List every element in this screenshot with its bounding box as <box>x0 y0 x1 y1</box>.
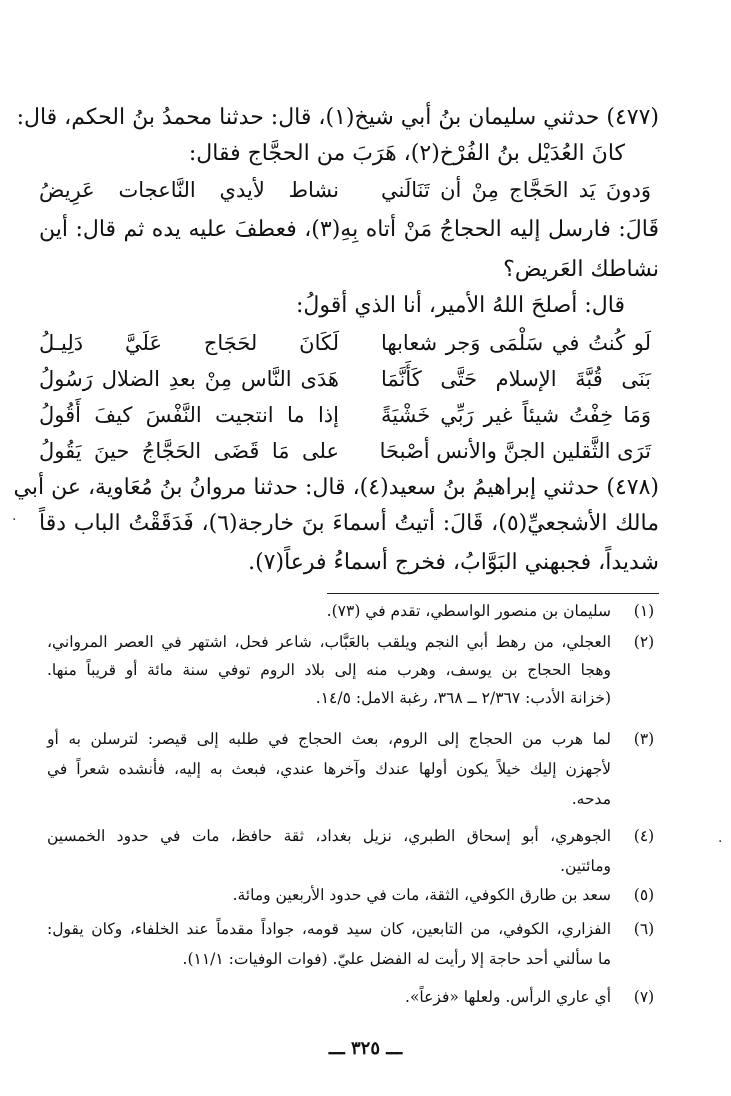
footnote-number: (٣) <box>633 730 655 748</box>
text-line: شديداً، فجبهني البَوَّابُ، فخرج أسماءُ فرعاً(٧). <box>248 550 659 575</box>
footnote-text: وهجا الحجاج بن يوسف، وهرب منه إلى بلاد الروم توفي سنة مائة أو قريباً منها. <box>47 661 611 679</box>
footnote-text: الجوهري، أبو إسحاق الطبري، نزيل بغداد، ثقة حافظ، مات في حدود الخمسين <box>47 827 611 845</box>
footnote-text: أي عاري الرأس. ولعلها «فزعاً». <box>405 988 611 1006</box>
footnote-number: (٥) <box>633 886 655 904</box>
footnote-text: (خزانة الأدب: ٢/٣٦٧ ــ ٣٦٨، رغبة الامل: ١٤/٥. <box>315 689 611 707</box>
verse-first-hemistich: بَنَى قُبَّةَ الإسلام حَتَّى كَأَنَّمَا <box>381 367 651 391</box>
footnote-text: سليمان بن منصور الواسطي، تقدم في (٧٣). <box>326 602 611 620</box>
verse-first-hemistich: وَمَا خِفْتُ شيئاً غير رَبِّي خَشْيَةً <box>381 403 651 427</box>
text-line: (٤٧٨) حدثني إبراهيمُ بنُ سعيد(٤)، قال: حدثنا مروانُ بنُ مُعَاوية، عن أبي <box>13 475 659 500</box>
verse-second-hemistich: لَكَانَ لحَجَاج عَلَيَّ دَلِيـلُ <box>39 331 339 355</box>
scan-speck: · <box>12 512 17 528</box>
footnote-number: (٤) <box>633 827 655 845</box>
footnote-text: مدحه. <box>571 790 611 808</box>
text-line: نشاطك العَريض؟ <box>503 257 659 282</box>
text-line: كانَ العُدَيْل بنُ الفُرْخ(٢)، هَرَبَ من الحجَّاج فقال: <box>188 141 625 166</box>
footnote-text: لما هرب من الحجاج إلى الروم، بعث الحجاج في طلبه إلى قيصر: لترسلن به أو <box>47 730 611 748</box>
verse-second-hemistich: على مَا قَضَى الحَجَّاجُ حينَ يَقُولُ <box>39 439 339 463</box>
verse-second-hemistich: نشاط لأيدي النَّاعجات عَرِيضُ <box>39 178 339 202</box>
text-line: قال: أصلحَ اللهُ الأمير، أنا الذي أقولُ: <box>296 293 625 318</box>
scan-speck: · <box>718 834 723 850</box>
footnote-text: لأجهزن إليك خيلاً يكون أولها عندك وآخرها عندي، فبعث به إليه، فأنشده شعراً في <box>47 760 611 778</box>
verse-first-hemistich: تَرَى الثَّقلين الجنَّ والأنس أصْبحَا <box>379 439 651 463</box>
footnote-number: (٦) <box>633 920 655 938</box>
footnote-text: الفزاري، الكوفي، من التابعين، كان سيد قومه، جواداً مقدماً عند الخلفاء، وكان يقول: <box>47 920 611 938</box>
verse-first-hemistich: وَدونَ يَد الحَجَّاج مِنْ أن تَنَالَني <box>381 178 651 202</box>
footnote-number: (١) <box>633 602 655 620</box>
verse-second-hemistich: هَدَى النَّاس مِنْ بعدِ الضلال رَسُولُ <box>39 367 339 391</box>
footnote-text: ومائتين. <box>560 857 611 875</box>
text-line: قَالَ: فارسل إليه الحجاجُ مَنْ أتاه بِهِ(٣)، فعطفَ عليه يده ثم قال: أين <box>39 217 659 242</box>
text-line: مالك الأشجعيِّ(٥)، قَالَ: أتيتُ أسماءَ بنَ خارجة(٦)، فَدَقَقْتُ الباب دقاً <box>39 511 659 536</box>
footnote-number: (٧) <box>633 988 655 1006</box>
footnote-number: (٢) <box>633 633 655 651</box>
page-number: ـــ ٣٢٥ ـــ <box>328 1038 403 1059</box>
footnote-text: العجلي، من رهط أبي النجم ويلقب بالعَبَّاب، شاعر فحل، اشتهر في العصر المرواني، <box>47 633 611 651</box>
verse-second-hemistich: إذا ما انتجيت النَّفْسَ كيفَ أَقُولُ <box>39 403 339 427</box>
footnote-separator <box>327 593 659 594</box>
verse-first-hemistich: لَو كُنتُ في سَلْمَى وَجر شعابها <box>381 331 651 355</box>
footnote-text: سعد بن طارق الكوفي، الثقة، مات في حدود الأربعين ومائة. <box>232 886 611 904</box>
footnote-text: ما سألني أحد حاجة إلا رأيت له الفضل عليّ. (فوات الوفيات: ١١/١). <box>182 950 611 968</box>
text-line: (٤٧٧) حدثني سليمان بنُ أبي شيخ(١)، قال: حدثنا محمدُ بنُ الحكم، قال: <box>16 105 659 130</box>
